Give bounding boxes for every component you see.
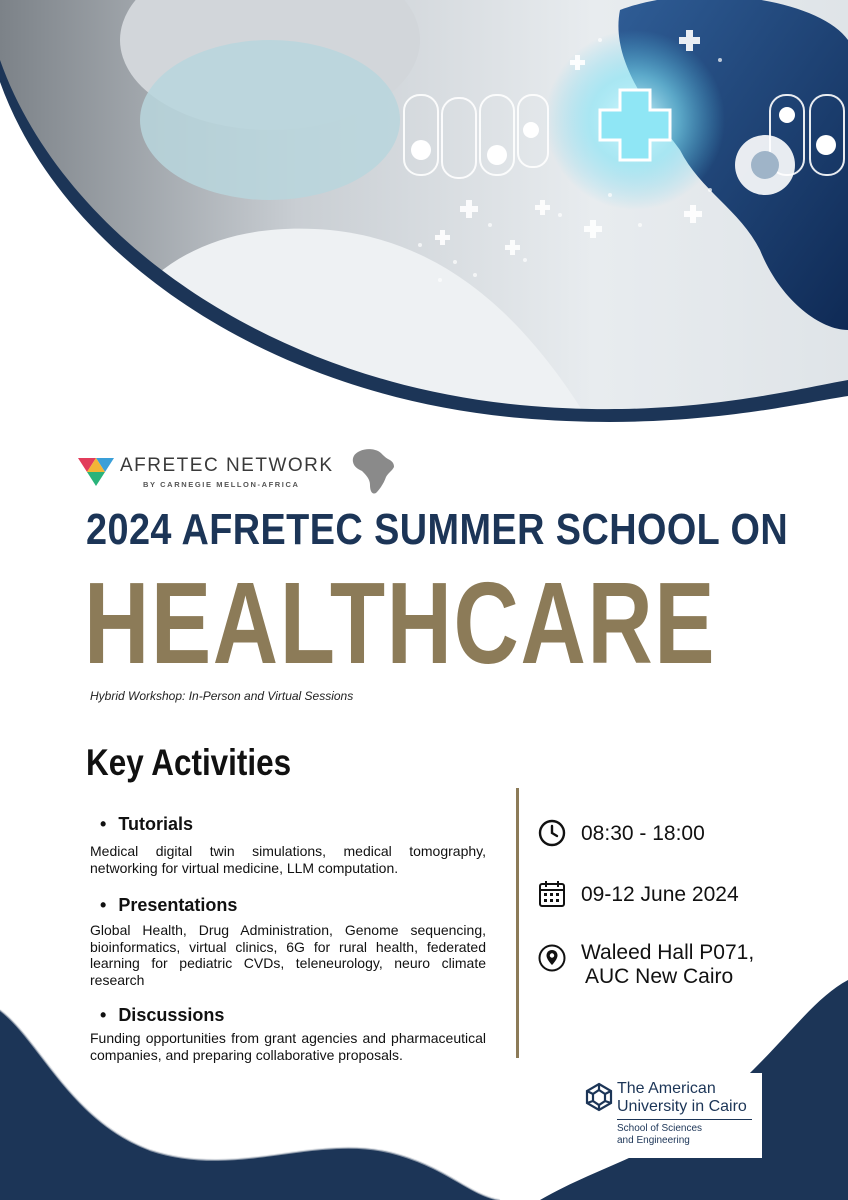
auc-name	[617, 1080, 747, 1116]
location-pin-icon	[538, 944, 566, 972]
clock-icon	[538, 819, 566, 847]
africa-map-icon	[348, 445, 400, 497]
afretec-logo	[73, 443, 405, 498]
logo-name: AFRETEC NETWORK	[120, 455, 334, 476]
section-divider	[516, 788, 519, 1058]
auc-separator	[617, 1119, 752, 1120]
event-time: 08:30 - 18:00	[581, 822, 705, 845]
hero-medical-image	[0, 0, 848, 440]
activity-title-presentations: • Presentations	[100, 895, 237, 916]
event-title-healthcare: HEALTHCARE	[84, 558, 717, 688]
event-title-line1: 2024 AFRETEC SUMMER SCHOOL ON	[86, 505, 789, 554]
event-subtitle: Hybrid Workshop: In-Person and Virtual Sessions	[90, 689, 354, 703]
event-location-line2: AUC New Cairo	[585, 965, 734, 988]
activity-desc-presentations: Global Health, Drug Administration, Genome sequencing, bioinformatics, virtual clinics, 6G for rural health, federated learning for pediatric CVDs, teleneurology, neuro climate research	[90, 922, 486, 988]
event-date: 09-12 June 2024	[581, 883, 739, 906]
auc-school-line1: School of Sciences	[617, 1123, 703, 1134]
auc-school-line2: and Engineering	[617, 1135, 690, 1146]
auc-school	[617, 1123, 702, 1147]
activity-title-discussions: • Discussions	[100, 1005, 224, 1026]
auc-emblem-icon	[583, 1081, 615, 1113]
logo-tagline: BY CARNEGIE MELLON-AFRICA	[143, 480, 300, 489]
calendar-icon	[538, 880, 566, 908]
auc-name-line1: The American	[617, 1080, 716, 1097]
event-location-line1: Waleed Hall P071,	[581, 941, 755, 964]
afretec-triangle-icon	[76, 454, 116, 488]
auc-logo	[577, 1073, 762, 1158]
activity-title-tutorials: • Tutorials	[100, 814, 193, 835]
activity-desc-discussions: Funding opportunities from grant agencies and pharmaceutical companies, and preparing collaborative proposals.	[90, 1030, 486, 1063]
auc-name-line2: University in Cairo	[617, 1098, 747, 1115]
activity-desc-tutorials: Medical digital twin simulations, medical tomography, networking for virtual medicine, LLM computation.	[90, 843, 486, 876]
key-activities-heading: Key Activities	[86, 742, 292, 783]
